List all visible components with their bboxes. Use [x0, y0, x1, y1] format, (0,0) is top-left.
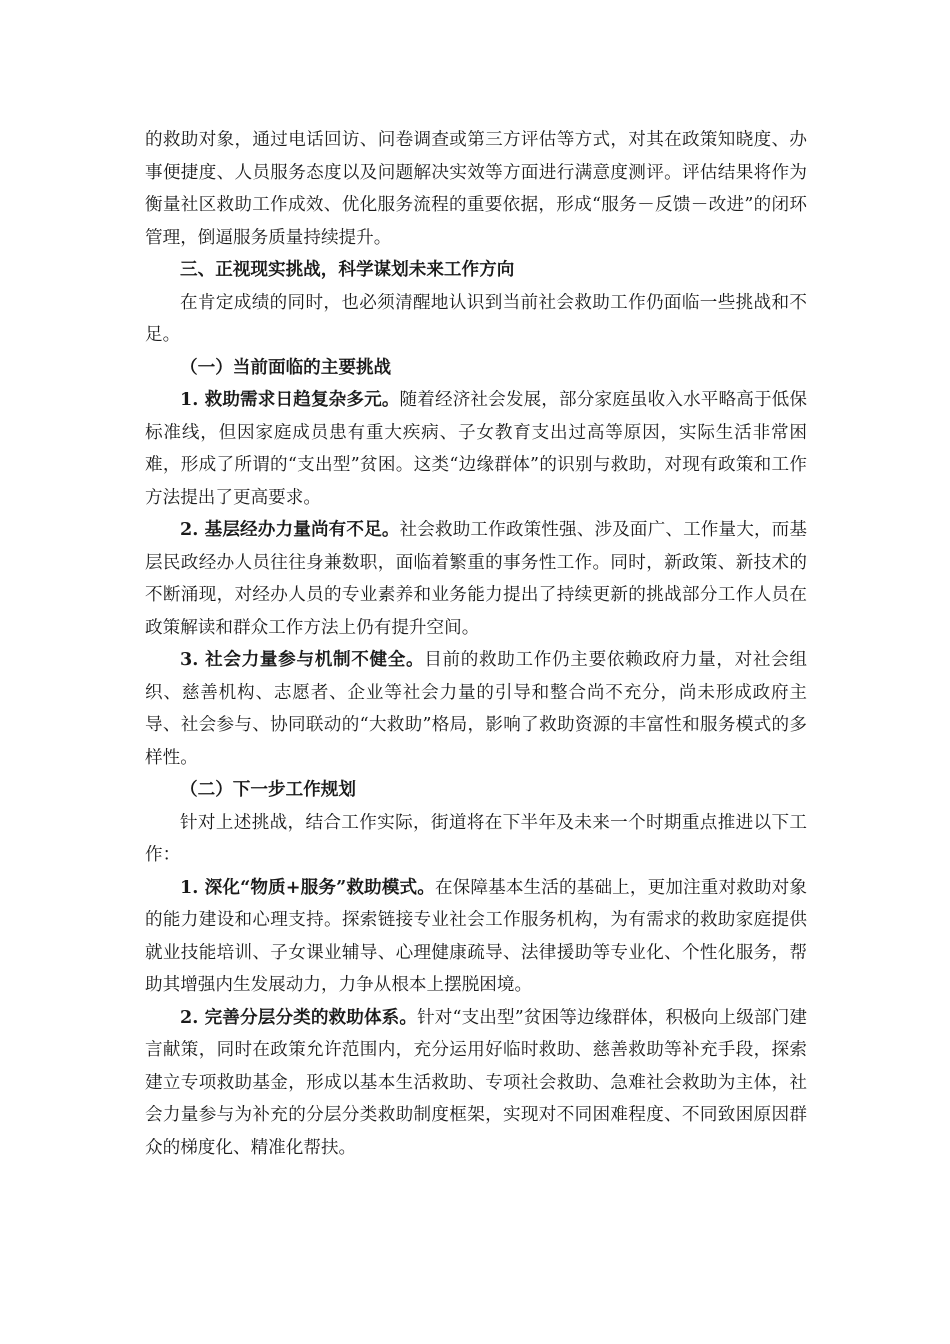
- plan-item-1-lead: 1. 深化“物质+服务”救助模式。: [180, 876, 435, 898]
- plan-item-1: [145, 872, 807, 1002]
- plan-item-2-lead: 2. 完善分层分类的救助体系。: [180, 1006, 418, 1028]
- plan-item-2-body: 针对“支出型”贫困等边缘群体，积极向上级部门建言献策，同时在政策允许范围内，充分运用好临时救助、慈善救助等补充手段，探索建立专项救助基金，形成以基本生活救助、专项社会救助、急难社会救助为主体，社会力量参与为补充的分层分类救助制度框架，实现对不同困难程度、不同致困原因群众的梯度化、精准化帮扶。: [145, 1007, 807, 1158]
- challenge-item-2-body: 社会救助工作政策性强、涉及面广、工作量大，而基层民政经办人员往往身兼数职，面临着繁重的事务性工作。同时，新政策、新技术的不断涌现，对经办人员的专业素养和业务能力提出了持续更新的挑战部分工作人员在政策解读和群众工作方法上仍有提升空间。: [145, 520, 807, 638]
- challenge-item-1-lead: 1. 救助需求日趋复杂多元。: [180, 389, 400, 410]
- challenge-item-3: [145, 644, 807, 774]
- challenge-item-2-lead: 2. 基层经办力量尚有不足。: [180, 519, 400, 540]
- document-body: [145, 124, 807, 1164]
- subsection-heading-1: （一）当前面临的主要挑战: [180, 356, 392, 378]
- plan-item-1-body: 在保障基本生活的基础上，更加注重对救助对象的能力建设和心理支持。探索链接专业社会工作服务机构，为有需求的救助家庭提供就业技能培训、子女课业辅导、心理健康疏导、法律援助等专业化、个性化服务，帮助其增强内生发展动力，力争从根本上摆脱困境。: [145, 877, 807, 995]
- challenge-item-3-lead: 3. 社会力量参与机制不健全。: [180, 649, 425, 670]
- challenge-item-3-body: 目前的救助工作仍主要依赖政府力量，对社会组织、慈善机构、志愿者、企业等社会力量的引导和整合尚不充分，尚未形成政府主导、社会参与、协同联动的“大救助”格局，影响了救助资源的丰富性和服务模式的多样性。: [145, 650, 807, 768]
- challenge-item-2: [145, 514, 807, 644]
- subsection-heading-2: （二）下一步工作规划: [180, 779, 356, 800]
- plan-item-2: [145, 1002, 807, 1165]
- challenge-item-1: [145, 384, 807, 514]
- subsection-2-intro: 针对上述挑战，结合工作实际，街道将在下半年及未来一个时期重点推进以下工作：: [145, 812, 807, 865]
- paragraph-continuation: 的救助对象，通过电话回访、问卷调查或第三方评估等方式，对其在政策知晓度、办事便捷度、人员服务态度以及问题解决实效等方面进行满意度测评。评估结果将作为衡量社区救助工作成效、优化服务流程的重要依据，形成“服务－反馈－改进”的闭环管理，倒逼服务质量持续提升。: [145, 130, 807, 248]
- section-3-intro: 在肯定成绩的同时，也必须清醒地认识到当前社会救助工作仍面临一些挑战和不足。: [145, 292, 807, 345]
- challenge-item-1-body: 随着经济社会发展，部分家庭虽收入水平略高于低保标准线，但因家庭成员患有重大疾病、子女教育支出过高等原因，实际生活非常困难，形成了所谓的“支出型”贫困。这类“边缘群体”的识别与救助，对现有政策和工作方法提出了更高要求。: [145, 390, 807, 508]
- section-heading-3: 三、正视现实挑战，科学谋划未来工作方向: [180, 259, 515, 280]
